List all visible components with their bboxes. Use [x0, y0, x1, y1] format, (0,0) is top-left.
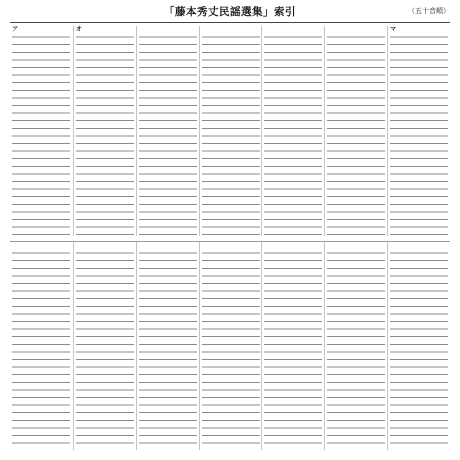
index-column [73, 26, 136, 236]
index-column [261, 242, 324, 450]
index-column [73, 242, 136, 450]
index-band-upper [10, 26, 450, 236]
column-section-head: ア [10, 26, 22, 33]
index-column [199, 26, 262, 236]
index-body [10, 22, 450, 452]
index-column [387, 26, 450, 236]
index-band-lower [10, 241, 450, 450]
index-column [10, 242, 73, 450]
page-subtitle: （五十音順） [408, 7, 450, 15]
page-header [0, 0, 460, 22]
index-column [199, 242, 262, 450]
index-column [387, 242, 450, 450]
column-section-head: マ [388, 26, 400, 33]
index-column [324, 26, 387, 236]
column-section-head: オ [74, 26, 86, 33]
index-column [136, 26, 199, 236]
index-column [324, 242, 387, 450]
index-column [136, 242, 199, 450]
page-title: 「藤本秀丈民謡選集」索引 [164, 5, 296, 18]
index-column [261, 26, 324, 236]
index-column [10, 26, 73, 236]
